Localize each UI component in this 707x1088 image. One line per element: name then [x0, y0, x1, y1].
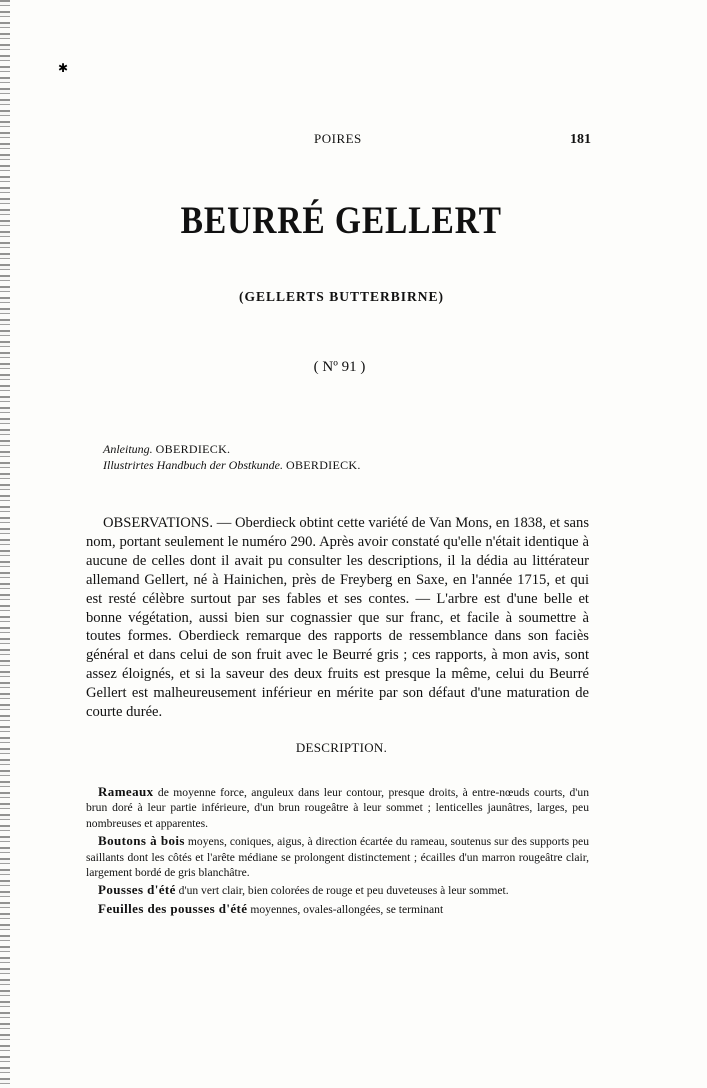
description-body	[86, 784, 589, 919]
reference-line	[103, 441, 361, 457]
page-subtitle: (GELLERTS BUTTERBIRNE)	[239, 289, 444, 304]
description-entry-lead: Pousses d'été	[98, 882, 176, 898]
description-entry-text: d'un vert clair, bien colorées de rouge et peu duveteuses à leur sommet.	[175, 884, 509, 898]
page-number: 181	[570, 132, 591, 147]
reference-work: Illustrirtes Handbuch der Obstkunde.	[103, 458, 283, 472]
reference-line	[103, 457, 361, 473]
description-entry-lead: Rameaux	[98, 784, 154, 799]
reference-author: OBERDIECK.	[285, 458, 361, 472]
description-entry-lead: Feuilles des pousses d'été	[98, 900, 248, 916]
description-entry-text: moyens, coniques, aigus, à direction écartée du rameau, soutenus sur des supports peu saillants dont les côtés et l'arête médiane se prolongent distinctement ; écailles d'un marron rougeâtre clair, largement bordé de gris blanchâtre.	[86, 835, 589, 880]
variety-number: ( Nº 91 )	[313, 359, 366, 375]
ink-speck-mark: ✱	[58, 61, 69, 75]
description-entry-text: de moyenne force, anguleux dans leur contour, presque droits, à entre-nœuds courts, d'un brun doré à leur partie inférieure, d'un brun rougeâtre à leur sommet ; lenticelles jaunâtres, larges, peu nombreuses et apparentes.	[86, 786, 589, 830]
page-title: BEURRÉ GELLERT	[180, 199, 502, 242]
observations-paragraph	[86, 514, 589, 722]
reference-author: OBERDIECK.	[155, 442, 231, 456]
description-entry	[86, 833, 589, 880]
description-entry	[86, 901, 589, 917]
references-block	[103, 441, 361, 473]
description-entry	[86, 882, 589, 898]
description-entry-lead: Boutons à bois	[98, 833, 185, 849]
page-binding-edge	[0, 0, 10, 1088]
reference-work: Anleitung.	[103, 442, 153, 456]
description-heading: DESCRIPTION.	[295, 740, 388, 755]
description-entry-text: moyennes, ovales-allongées, se terminant	[247, 902, 444, 916]
observations-label: OBSERVATIONS.	[103, 515, 214, 531]
description-entry	[86, 784, 589, 831]
running-title: POIRES	[314, 131, 362, 146]
observations-text: — Oberdieck obtint cette variété de Van Mons, en 1838, et sans nom, portant seulement le numéro 290. Après avoir constaté qu'elle n'était identique à aucune de celles dont il avait pu consulter les descriptions, il la dédia au littérateur allemand Gellert, né à Hainichen, près de Freyberg en Saxe, en l'année 1715, et qui est resté célèbre surtout par ses fables et ses contes. — L'arbre est d'une belle et bonne végétation, aussi bien sur cognassier que sur franc, et facile à soumettre à toutes formes. Oberdieck remarque des rapports de ressemblance dans son faciès général et dans celui de son fruit avec le Beurré gris ; ces rapports, à mon avis, sont assez éloignés, et si la saveur des deux fruits est presque la même, celui du Beurré Gellert est malheureusement inférieur en mérite par son défaut d'une maturation de courte durée.	[86, 515, 589, 721]
